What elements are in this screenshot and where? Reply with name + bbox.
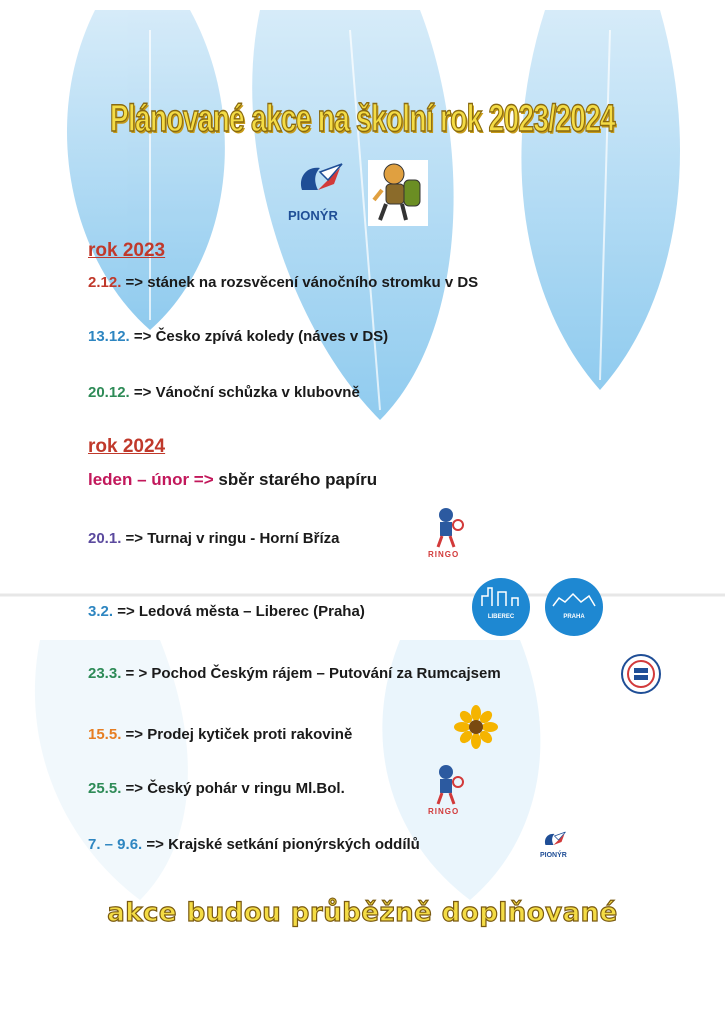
mascot-hiker-icon: [368, 160, 428, 226]
event-row: [88, 726, 352, 743]
ledova-mesta-praha-badge: [545, 578, 603, 636]
sunflower-daffodil-icon: [452, 703, 500, 751]
event-row-special: [88, 470, 377, 490]
event-text: => Ledová města – Liberec (Praha): [113, 603, 365, 620]
city-skyline-icon: [545, 578, 603, 608]
event-text: => Vánoční schůzka v klubovně: [129, 384, 360, 401]
event-date: 15.5.: [88, 726, 122, 743]
ledova-mesta-liberec-badge: [472, 578, 530, 636]
event-text: => Český pohár v ringu Ml.Bol.: [121, 780, 345, 797]
event-row: [88, 328, 388, 345]
event-row: [88, 780, 345, 797]
event-date: 2.12.: [88, 274, 122, 291]
pionyr-label: PIONÝR: [288, 208, 338, 223]
page-title: Plánované akce na školní rok 2023/2024: [109, 98, 615, 140]
event-date: 7. – 9.6.: [88, 836, 143, 853]
event-text: => Krajské setkání pionýrských oddílů: [142, 836, 420, 853]
event-date: 20.1.: [88, 530, 122, 547]
event-row: [88, 836, 420, 853]
kct-emblem-icon: [620, 653, 662, 695]
event-text: => Česko zpívá koledy (náves v DS): [129, 328, 389, 345]
event-row: [88, 603, 365, 620]
ringo-mascot-icon: [428, 762, 468, 812]
event-text: => Turnaj v ringu - Horní Bříza: [121, 530, 340, 547]
badge-label: PRAHA: [563, 614, 585, 620]
event-row: [88, 384, 360, 401]
event-date: 23.3.: [88, 665, 122, 682]
event-row: [88, 530, 339, 547]
event-date: 20.12.: [88, 384, 130, 401]
event-date: leden – únor =>: [88, 470, 214, 489]
ringo-label: RINGO: [428, 807, 460, 816]
pionyr-logo-small: [538, 830, 572, 864]
year-heading-2023: rok 2023: [88, 240, 166, 261]
event-date: 25.5.: [88, 780, 122, 797]
event-row: [88, 665, 501, 682]
year-heading-2024: rok 2024: [88, 436, 166, 457]
event-text: => Prodej kytiček proti rakovině: [121, 726, 353, 743]
event-text: => stánek na rozsvěcení vánočního stromku v DS: [121, 274, 479, 291]
pionyr-bird-icon: [538, 830, 572, 852]
footer-note: akce budou průběžně doplňované: [107, 898, 618, 928]
pionyr-logo: [288, 160, 354, 226]
ringo-mascot-icon: [428, 505, 468, 555]
pionyr-label: PIONÝR: [540, 852, 567, 859]
event-date: 3.2.: [88, 603, 114, 620]
event-date: 13.12.: [88, 328, 130, 345]
city-skyline-icon: [472, 578, 530, 608]
event-text: sběr starého papíru: [213, 470, 378, 489]
pionyr-bird-icon: [288, 160, 354, 204]
event-text: = > Pochod Českým rájem – Putování za Rumcajsem: [121, 665, 501, 682]
event-row: [88, 274, 478, 291]
badge-label: LIBEREC: [487, 614, 515, 620]
ringo-label: RINGO: [428, 550, 460, 559]
